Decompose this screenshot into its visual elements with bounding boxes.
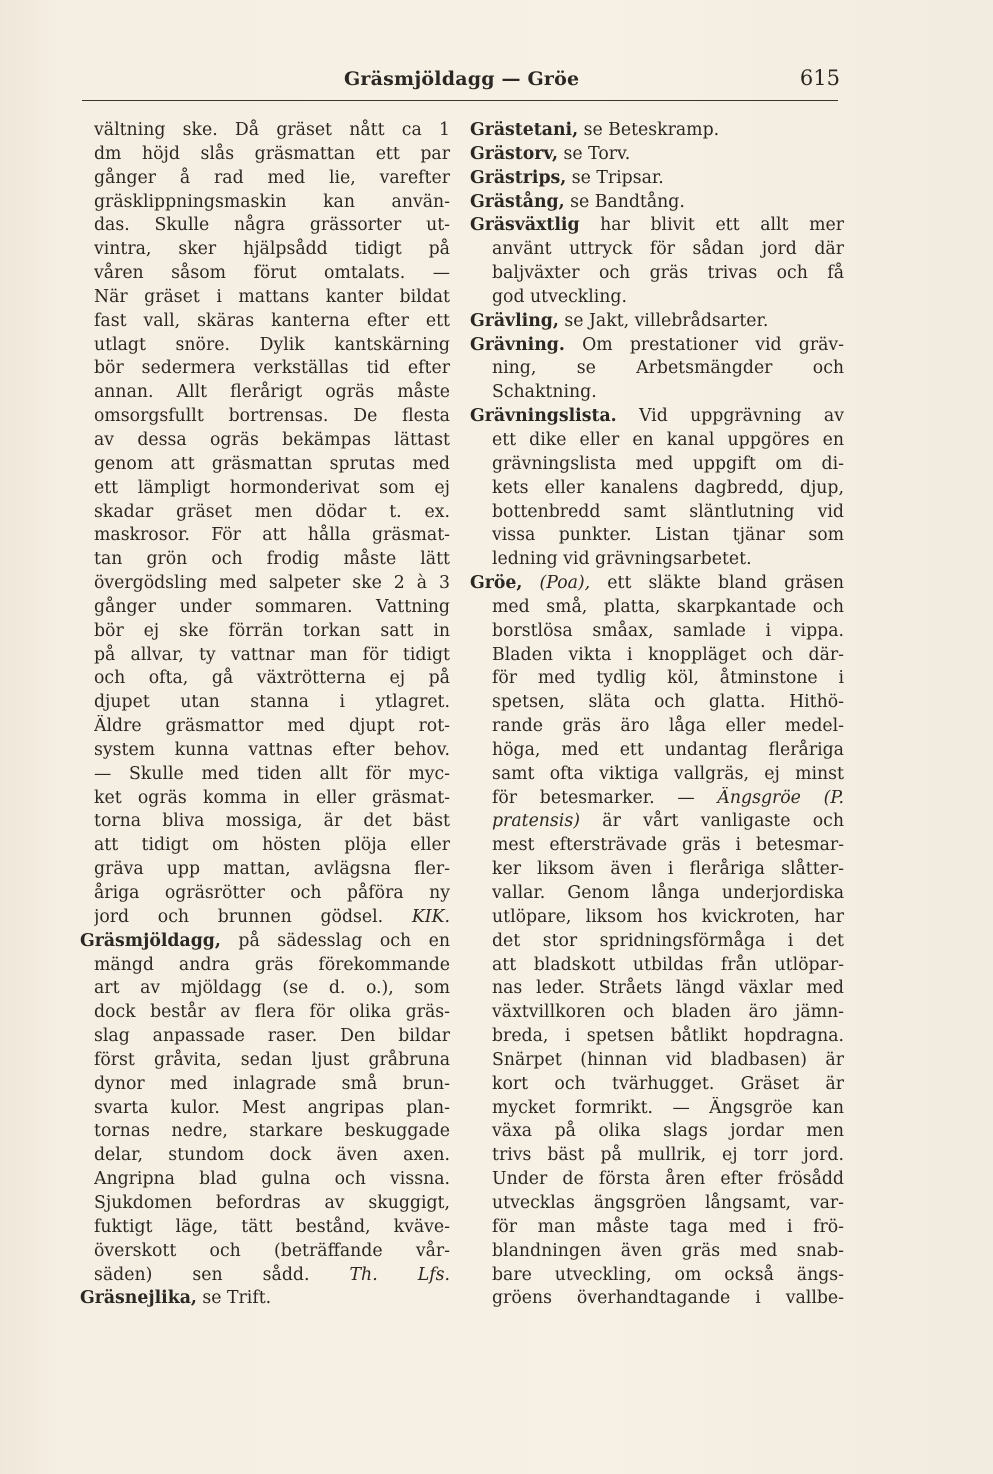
text-line — [94, 1240, 450, 1264]
line-text: gräsklippningsmaskin kan använ- — [94, 191, 450, 212]
text-line — [470, 501, 844, 525]
text-line — [470, 357, 844, 381]
text-line — [94, 667, 450, 691]
text-line — [94, 1025, 450, 1049]
line-text: annan. Allt flerårigt ogräs måste — [94, 382, 450, 403]
text-line — [470, 1168, 844, 1192]
text-line — [470, 477, 844, 501]
line-text: spetsen, släta och glatta. Hithö- — [492, 692, 844, 713]
line-text: utvecklas ängsgröen långsamt, var- — [492, 1192, 844, 1213]
text-line — [470, 977, 844, 1001]
text-line — [470, 1120, 844, 1144]
text-line — [470, 1144, 844, 1168]
italic-text: Ängsgröe (P. — [717, 787, 844, 808]
text-line — [94, 524, 450, 548]
line-text: fuktigt läge, tätt bestånd, kväve- — [94, 1216, 450, 1237]
text-line — [94, 620, 450, 644]
text-line — [470, 1240, 844, 1264]
text-line — [470, 119, 844, 143]
page-number: 615 — [799, 66, 840, 90]
text-line — [470, 1025, 844, 1049]
entry-headword: Grävningslista. — [470, 406, 617, 427]
text-line — [94, 143, 450, 167]
text-line — [470, 310, 844, 334]
line-text: se Torv. — [558, 143, 631, 164]
line-text: se Bandtång. — [564, 191, 685, 212]
text-line — [94, 548, 450, 572]
text-line — [470, 1049, 844, 1073]
text-line — [470, 858, 844, 882]
line-text: överskott och (beträffande vår- — [94, 1240, 450, 1261]
line-text: ledning vid grävningsarbetet. — [492, 549, 752, 570]
text-line — [470, 810, 844, 834]
line-text: mängd andra gräs förekommande — [94, 954, 450, 975]
text-line — [94, 1192, 450, 1216]
text-line — [470, 644, 844, 668]
line-text: När gräset i mattans kanter bildat — [94, 286, 450, 307]
text-line — [470, 548, 844, 572]
line-text: vissa punkter. Listan tjänar som — [492, 525, 844, 546]
header-rule — [82, 100, 838, 101]
entry-headword: Grästetani, — [470, 120, 579, 140]
text-line — [94, 596, 450, 620]
text-line — [470, 1073, 844, 1097]
line-text: har blivit ett allt mer — [579, 215, 844, 236]
line-text: Äldre gräsmattor med djupt rot- — [94, 716, 450, 737]
page-header — [330, 66, 840, 96]
line-text: genom att gräsmattan sprutas med — [94, 453, 450, 474]
line-text: svarta kulor. Mest angripas plan- — [94, 1097, 450, 1118]
line-text: — Skulle med tiden allt för myc- — [94, 763, 450, 784]
text-line — [94, 882, 450, 906]
line-text: för man måste taga med i frö- — [492, 1216, 844, 1237]
author-signature: KIK. — [411, 906, 450, 927]
line-text: och ofta, gå växtrötterna ej på — [94, 668, 450, 689]
line-text: grävningslista med uppgift om di- — [492, 453, 844, 474]
text-line — [470, 381, 844, 405]
line-text: rande gräs äro låga eller medel- — [492, 716, 844, 737]
line-text: art av mjöldagg (se d. o.), som — [94, 978, 450, 999]
text-line — [94, 1049, 450, 1073]
text-line — [94, 286, 450, 310]
text-line — [470, 238, 844, 262]
line-text: skadar gräset men dödar t. ex. — [94, 501, 450, 522]
line-text: för betesmarker. — — [492, 787, 718, 808]
line-text: Angripna blad gulna och vissna. — [94, 1169, 450, 1190]
line-text: tan grön och frodig måste lätt — [94, 549, 450, 570]
line-text: av dessa ogräs bekämpas lättast — [94, 429, 450, 450]
entry-headword: Gräsväxtlig — [470, 215, 580, 236]
entry-headword: Grästång, — [470, 191, 565, 212]
text-line — [470, 214, 844, 238]
text-line — [94, 477, 450, 501]
line-text: nas leder. Stråets längd växlar med — [492, 978, 844, 999]
line-text: djupet utan stanna i ytlagret. — [94, 692, 450, 713]
text-line — [94, 691, 450, 715]
line-text: Schaktning. — [492, 382, 597, 403]
text-line — [94, 810, 450, 834]
text-line — [470, 167, 844, 191]
line-text: för med tydlig köl, åtminstone i — [492, 668, 844, 689]
text-line — [94, 858, 450, 882]
text-line — [470, 596, 844, 620]
entry-headword: Gräsnejlika, — [80, 1288, 197, 1309]
line-text: ett släkte bland gräsen — [590, 573, 844, 594]
text-line — [94, 906, 450, 930]
line-text: borstlösa småax, samlade i vippa. — [492, 620, 844, 641]
line-text: maskrosor. För att hålla gräsmat- — [94, 525, 450, 546]
entry-headword: Grästrips, — [470, 167, 567, 188]
line-text: Under de första åren efter frösådd — [492, 1169, 844, 1190]
line-text: trivs bäst på mullrik, ej torr jord. — [492, 1145, 844, 1166]
line-text: ket ogräs komma in eller gräsmat- — [94, 787, 450, 808]
line-text: se Tripsar. — [566, 167, 664, 188]
line-text: att bladskott utbildas från utlöpar- — [492, 954, 844, 975]
text-line — [470, 1287, 844, 1311]
line-text: våren såsom förut omtalats. — — [94, 263, 450, 284]
line-text: Bladen vikta i knoppläget och där- — [492, 644, 844, 665]
text-line — [94, 1168, 450, 1192]
text-line — [80, 930, 450, 954]
text-line — [470, 143, 844, 167]
line-text: dm höjd slås gräsmattan ett par — [94, 143, 450, 164]
line-text: das. Skulle några grässorter ut- — [94, 215, 450, 236]
text-line — [470, 882, 844, 906]
text-line — [470, 739, 844, 763]
line-text: dock består av flera för olika gräs- — [94, 1002, 450, 1023]
text-line — [470, 787, 844, 811]
line-text: breda, i spetsen båtlikt hopdragna. — [492, 1026, 844, 1047]
line-text — [522, 573, 539, 593]
line-text: omsorgsfullt bortrensas. De flesta — [94, 406, 450, 427]
line-text: fast vall, skäras kanterna efter ett — [94, 310, 450, 331]
left-column — [80, 119, 450, 1311]
text-line — [470, 572, 844, 596]
line-text: med små, platta, skarpkantade och — [492, 596, 844, 617]
text-line — [94, 1097, 450, 1121]
line-text: växa på olika slags jordar men — [492, 1121, 844, 1142]
text-line — [94, 429, 450, 453]
text-line — [94, 453, 450, 477]
text-line — [470, 1192, 844, 1216]
entry-headword: Grästorv, — [470, 143, 559, 164]
text-line — [470, 286, 844, 310]
line-text: tornas nedre, starkare beskuggade — [94, 1121, 450, 1142]
text-line — [94, 1216, 450, 1240]
text-line — [94, 1001, 450, 1025]
line-text: blandningen även gräs med snab- — [492, 1240, 844, 1261]
text-line — [94, 501, 450, 525]
text-line — [94, 763, 450, 787]
line-text: övergödsling med salpeter ske 2 à 3 — [94, 573, 450, 594]
line-text: växtvillkoren och bladen äro jämn- — [492, 1002, 844, 1023]
text-line — [94, 739, 450, 763]
text-line — [94, 1120, 450, 1144]
line-text: utlagt snöre. Dylik kantskärning — [94, 334, 450, 355]
line-text: använt uttryck för sådan jord där — [492, 239, 844, 260]
text-line — [94, 381, 450, 405]
text-line — [94, 572, 450, 596]
italic-text: (Poa), — [539, 573, 591, 594]
line-text: mycket formrikt. — Ängsgröe kan — [492, 1097, 844, 1118]
text-line — [94, 191, 450, 215]
line-text: system kunna vattnas efter behov. — [94, 739, 450, 760]
line-text: dynor med inlagrade små brun- — [94, 1073, 450, 1094]
italic-text: pratensis) — [492, 811, 580, 832]
entry-headword: Gräsmjöldagg, — [80, 930, 221, 951]
text-line — [94, 1264, 450, 1288]
line-text: se Beteskramp. — [578, 120, 720, 140]
line-text: säden) sen sådd. — [94, 1264, 310, 1285]
text-line — [470, 763, 844, 787]
text-line — [470, 1216, 844, 1240]
text-line — [470, 453, 844, 477]
line-text: gräva upp mattan, avlägsna fler- — [94, 859, 450, 880]
text-line — [94, 310, 450, 334]
text-line — [470, 954, 844, 978]
line-text: se Jakt, villebrådsarter. — [558, 310, 769, 331]
text-line — [470, 667, 844, 691]
text-line — [94, 334, 450, 358]
text-line — [94, 1073, 450, 1097]
right-column — [470, 119, 844, 1311]
line-text: se Trift. — [196, 1288, 272, 1309]
line-text: kets eller kanalens dagbredd, djup, — [492, 477, 844, 498]
line-text: bare utveckling, om också ängs- — [492, 1264, 844, 1285]
line-text: Vid uppgrävning av — [616, 406, 844, 427]
entry-headword: Gröe, — [470, 573, 523, 594]
text-line — [94, 787, 450, 811]
line-text: åriga ogräsrötter och påföra ny — [94, 883, 450, 903]
text-line — [470, 906, 844, 930]
text-line — [470, 334, 844, 358]
running-head: Gräsmjöldagg — Gröe — [344, 68, 580, 90]
line-text: samt ofta viktiga vallgräs, ej minst — [492, 763, 844, 784]
text-line — [94, 977, 450, 1001]
line-text: jord och brunnen gödsel. — [94, 906, 384, 927]
line-text: bottenbredd samt släntlutning vid — [492, 501, 844, 522]
line-text: gånger under sommaren. Vattning — [94, 596, 450, 617]
line-text: höga, med ett undantag fleråriga — [492, 739, 844, 760]
line-text: vallar. Genom långa underjordiska — [492, 883, 844, 903]
line-text: baljväxter och gräs trivas och få — [492, 263, 844, 284]
text-line — [94, 1144, 450, 1168]
text-line — [470, 1001, 844, 1025]
text-line — [94, 262, 450, 286]
line-text: bör ej ske förrän torkan satt in — [94, 620, 450, 641]
text-line — [94, 834, 450, 858]
line-text: på sädesslag och en — [220, 930, 450, 951]
line-text: Sjukdomen befordras av skuggigt, — [94, 1192, 450, 1213]
line-text: utlöpare, liksom hos kvickroten, har — [492, 906, 844, 927]
line-text: vältning ske. Då gräset nått ca 1 — [94, 120, 450, 140]
text-line — [470, 691, 844, 715]
text-line — [94, 954, 450, 978]
text-line — [94, 238, 450, 262]
text-line — [470, 715, 844, 739]
text-line — [470, 620, 844, 644]
line-text: gröens överhandtagande i vallbe- — [492, 1288, 844, 1309]
text-line — [470, 429, 844, 453]
line-text: är vårt vanligaste och — [579, 811, 844, 832]
entry-headword: Grävling, — [470, 310, 559, 331]
line-text: kort och tvärhugget. Gräset är — [492, 1073, 844, 1094]
text-line — [80, 1287, 450, 1311]
line-text: ett lämpligt hormonderivat som ej — [94, 477, 450, 498]
line-text: att tidigt om hösten plöja eller — [94, 835, 450, 856]
text-line — [94, 357, 450, 381]
text-line — [470, 262, 844, 286]
text-line — [470, 1097, 844, 1121]
text-line — [470, 1264, 844, 1288]
line-text: slag anpassade raser. Den bildar — [94, 1026, 450, 1047]
line-text: Snärpet (hinnan vid bladbasen) är — [492, 1049, 844, 1070]
line-text: ning, se Arbetsmängder och — [492, 358, 844, 379]
line-text: först gråvita, sedan ljust gråbruna — [94, 1049, 450, 1070]
line-text: på allvar, ty vattnar man för tidigt — [94, 644, 450, 665]
line-text: mest eftersträvade gräs i betesmar- — [492, 835, 844, 856]
text-line — [94, 715, 450, 739]
text-line — [470, 191, 844, 215]
line-text: Om prestationer vid gräv- — [564, 334, 844, 355]
author-signature: Th. Lfs. — [349, 1264, 450, 1285]
line-text: gånger å rad med lie, varefter — [94, 167, 450, 188]
entry-headword: Grävning. — [470, 334, 565, 355]
line-text: vintra, sker hjälpsådd tidigt på — [94, 239, 450, 260]
line-text: ker liksom även i fleråriga slåtter- — [492, 859, 844, 880]
text-line — [470, 930, 844, 954]
text-line — [470, 834, 844, 858]
line-text: torna bliva mossiga, är det bäst — [94, 811, 450, 832]
text-line — [94, 167, 450, 191]
line-text: det stor spridningsförmåga i det — [492, 930, 844, 951]
text-line — [94, 644, 450, 668]
text-line — [94, 405, 450, 429]
text-line — [94, 214, 450, 238]
line-text: bör sedermera verkställas tid efter — [94, 358, 450, 379]
line-text: delar, stundom dock även axen. — [94, 1145, 450, 1166]
text-line — [470, 405, 844, 429]
line-text: god utveckling. — [492, 286, 627, 307]
line-text: ett dike eller en kanal uppgöres en — [492, 429, 844, 450]
text-line — [94, 119, 450, 143]
text-line — [470, 524, 844, 548]
